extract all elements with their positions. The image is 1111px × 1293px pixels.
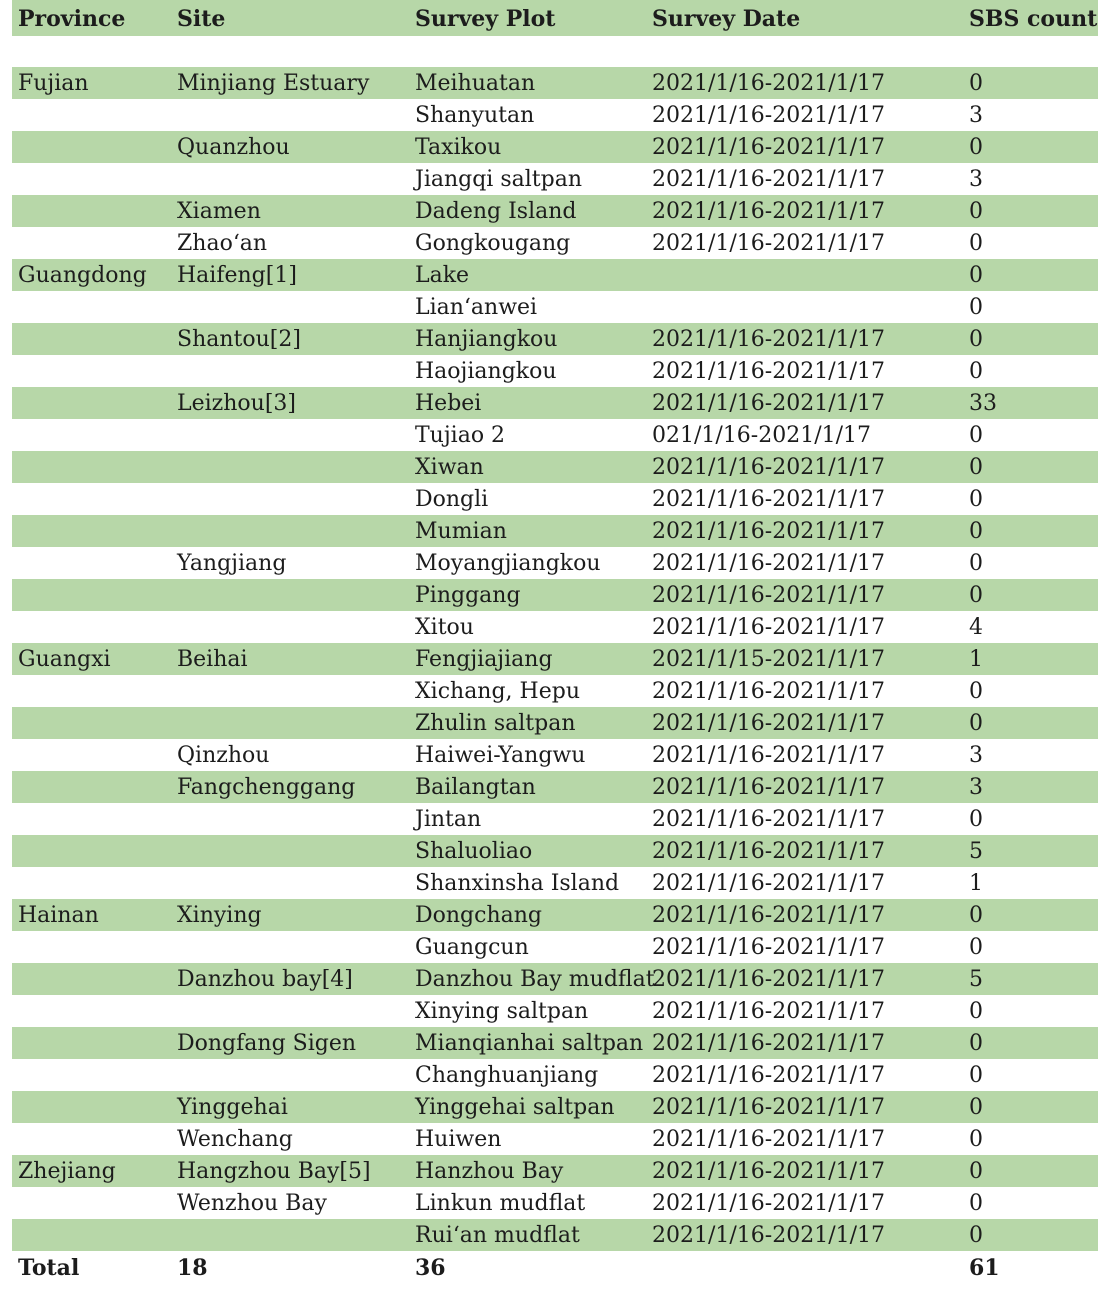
survey-plot-cell: Xichang, Hepu (415, 679, 580, 704)
table-row (12, 963, 1098, 995)
survey-plot-cell: Haojiangkou (415, 359, 557, 384)
survey-date-cell: 2021/1/16-2021/1/17 (652, 487, 886, 512)
survey-date-cell: 2021/1/16-2021/1/17 (652, 1159, 886, 1184)
sbs-count-cell: 4 (969, 615, 983, 640)
survey-date-cell: 2021/1/16-2021/1/17 (652, 1191, 886, 1216)
site-cell: Yangjiang (177, 551, 287, 576)
survey-plot-cell: Moyangjiangkou (415, 551, 601, 576)
sbs-count-cell: 3 (969, 167, 983, 192)
survey-plot-cell: Rui‘an mudflat (415, 1223, 580, 1248)
survey-plot-cell: Zhulin saltpan (415, 711, 576, 736)
table-row (12, 1027, 1098, 1059)
sbs-count-cell: 0 (969, 999, 983, 1024)
total-row (12, 1251, 1098, 1283)
survey-date-cell: 2021/1/16-2021/1/17 (652, 327, 886, 352)
sbs-count-cell: 0 (969, 199, 983, 224)
total-label: Total (18, 1255, 80, 1281)
sbs-count-cell: 0 (969, 1159, 983, 1184)
table-row (12, 675, 1098, 707)
survey-plot-cell: Hanjiangkou (415, 327, 558, 352)
site-cell: Fangchenggang (177, 775, 356, 800)
table-row (12, 451, 1098, 483)
sbs-count-cell: 5 (969, 839, 983, 864)
table-row (12, 515, 1098, 547)
total-plots: 36 (415, 1255, 446, 1281)
survey-date-cell: 2021/1/16-2021/1/17 (652, 1127, 886, 1152)
survey-date-cell: 2021/1/16-2021/1/17 (652, 967, 886, 992)
survey-plot-cell: Guangcun (415, 935, 529, 960)
sbs-count-cell: 0 (969, 1031, 983, 1056)
sbs-count-cell: 3 (969, 743, 983, 768)
sbs-count-cell: 0 (969, 807, 983, 832)
survey-plot-cell: Fengjiajiang (415, 647, 553, 672)
site-cell: Quanzhou (177, 135, 290, 160)
header-survey-date: Survey Date (652, 6, 801, 32)
site-cell: Dongfang Sigen (177, 1031, 357, 1056)
site-cell: Xiamen (177, 199, 261, 224)
survey-plot-cell: Shaluoliao (415, 839, 533, 864)
sbs-count-cell: 0 (969, 1223, 983, 1248)
survey-plot-cell: Yinggehai saltpan (415, 1095, 615, 1120)
survey-plot-cell: Dongchang (415, 903, 542, 928)
sbs-count-cell: 0 (969, 583, 983, 608)
sbs-count-cell: 0 (969, 135, 983, 160)
survey-date-cell: 2021/1/15-2021/1/17 (652, 647, 886, 672)
table-row (12, 131, 1098, 163)
table-row (12, 1155, 1098, 1187)
sbs-count-cell: 0 (969, 679, 983, 704)
survey-date-cell: 2021/1/16-2021/1/17 (652, 1223, 886, 1248)
survey-plot-cell: Lake (415, 263, 470, 288)
survey-date-cell: 2021/1/16-2021/1/17 (652, 1095, 886, 1120)
survey-date-cell: 2021/1/16-2021/1/17 (652, 455, 886, 480)
site-cell: Wenchang (177, 1127, 293, 1152)
table-row (12, 995, 1098, 1027)
site-cell: Beihai (177, 647, 248, 672)
survey-plot-cell: Mumian (415, 519, 507, 544)
survey-date-cell: 2021/1/16-2021/1/17 (652, 615, 886, 640)
sbs-count-cell: 0 (969, 231, 983, 256)
province-cell: Zhejiang (18, 1159, 116, 1184)
survey-plot-cell: Danzhou Bay mudflat (415, 967, 655, 992)
table-row (12, 259, 1098, 291)
survey-plot-cell: Xiwan (415, 455, 484, 480)
survey-plot-cell: Mianqianhai saltpan (415, 1031, 644, 1056)
sbs-count-cell: 0 (969, 327, 983, 352)
sbs-count-cell: 3 (969, 103, 983, 128)
survey-date-cell: 2021/1/16-2021/1/17 (652, 167, 886, 192)
survey-date-cell: 021/1/16-2021/1/17 (652, 423, 872, 448)
site-cell: Hangzhou Bay[5] (177, 1159, 371, 1184)
table-row (12, 643, 1098, 675)
table-row (12, 835, 1098, 867)
survey-plot-cell: Gongkougang (415, 231, 571, 256)
table-row (12, 1187, 1098, 1219)
sbs-count-cell: 1 (969, 647, 983, 672)
table-row (12, 323, 1098, 355)
survey-plot-cell: Tujiao 2 (415, 423, 506, 448)
table-row (12, 867, 1098, 899)
site-cell: Danzhou bay[4] (177, 967, 353, 992)
site-cell: Zhao‘an (177, 231, 268, 256)
sbs-count-cell: 0 (969, 71, 983, 96)
survey-plot-cell: Hanzhou Bay (415, 1159, 564, 1184)
table-row (12, 931, 1098, 963)
table-row (12, 419, 1098, 451)
table-row (12, 1059, 1098, 1091)
survey-date-cell: 2021/1/16-2021/1/17 (652, 935, 886, 960)
table-row (12, 163, 1098, 195)
survey-plot-cell: Taxikou (415, 135, 502, 160)
table-row (12, 227, 1098, 259)
survey-date-cell: 2021/1/16-2021/1/17 (652, 1031, 886, 1056)
table-row (12, 291, 1098, 323)
sbs-count-cell: 0 (969, 295, 983, 320)
survey-date-cell: 2021/1/16-2021/1/17 (652, 231, 886, 256)
table-row (12, 803, 1098, 835)
site-cell: Xinying (177, 903, 262, 928)
survey-date-cell: 2021/1/16-2021/1/17 (652, 359, 886, 384)
header-site: Site (177, 6, 226, 32)
table-row (12, 899, 1098, 931)
survey-plot-cell: Lian‘anwei (415, 295, 538, 320)
survey-date-cell: 2021/1/16-2021/1/17 (652, 199, 886, 224)
header-province: Province (18, 6, 126, 32)
survey-plot-cell: Jintan (415, 807, 482, 832)
site-cell: Qinzhou (177, 743, 270, 768)
sbs-count-cell: 0 (969, 359, 983, 384)
table-row (12, 611, 1098, 643)
survey-date-cell: 2021/1/16-2021/1/17 (652, 583, 886, 608)
survey-plot-cell: Xinying saltpan (415, 999, 589, 1024)
survey-plot-cell: Huiwen (415, 1127, 502, 1152)
sbs-count-cell: 0 (969, 519, 983, 544)
survey-date-cell: 2021/1/16-2021/1/17 (652, 839, 886, 864)
survey-date-cell: 2021/1/16-2021/1/17 (652, 871, 886, 896)
survey-date-cell: 2021/1/16-2021/1/17 (652, 103, 886, 128)
total-count: 61 (969, 1255, 1000, 1281)
site-cell: Haifeng[1] (177, 263, 297, 288)
survey-plot-cell: Xitou (415, 615, 474, 640)
table-row (12, 1219, 1098, 1251)
survey-plot-cell: Changhuanjiang (415, 1063, 599, 1088)
table-body (12, 67, 1098, 1251)
site-cell: Yinggehai (177, 1095, 288, 1120)
province-cell: Hainan (18, 903, 99, 928)
survey-date-cell: 2021/1/16-2021/1/17 (652, 711, 886, 736)
sbs-count-cell: 0 (969, 1191, 983, 1216)
header-spacer (12, 36, 1098, 67)
header-sbs-count: SBS count (969, 6, 1098, 32)
survey-date-cell: 2021/1/16-2021/1/17 (652, 807, 886, 832)
survey-plot-cell: Hebei (415, 391, 482, 416)
survey-plot-cell: Dadeng Island (415, 199, 577, 224)
survey-date-cell: 2021/1/16-2021/1/17 (652, 551, 886, 576)
table-row (12, 99, 1098, 131)
survey-date-cell: 2021/1/16-2021/1/17 (652, 743, 886, 768)
total-sites: 18 (177, 1255, 208, 1281)
sbs-count-cell: 0 (969, 423, 983, 448)
survey-date-cell: 2021/1/16-2021/1/17 (652, 1063, 886, 1088)
site-cell: Leizhou[3] (177, 391, 297, 416)
sbs-count-cell: 0 (969, 551, 983, 576)
survey-plot-cell: Pinggang (415, 583, 521, 608)
sbs-count-cell: 0 (969, 711, 983, 736)
sbs-count-cell: 0 (969, 935, 983, 960)
site-cell: Shantou[2] (177, 327, 301, 352)
table-row (12, 195, 1098, 227)
sbs-count-cell: 0 (969, 903, 983, 928)
survey-date-cell: 2021/1/16-2021/1/17 (652, 679, 886, 704)
province-cell: Guangxi (18, 647, 111, 672)
table-row (12, 739, 1098, 771)
table-row (12, 547, 1098, 579)
survey-date-cell: 2021/1/16-2021/1/17 (652, 391, 886, 416)
table-row (12, 387, 1098, 419)
table-row (12, 67, 1098, 99)
table-row (12, 1091, 1098, 1123)
survey-plot-cell: Dongli (415, 487, 489, 512)
table-row (12, 579, 1098, 611)
survey-plot-cell: Shanyutan (415, 103, 535, 128)
survey-table (12, 0, 1098, 1283)
province-cell: Fujian (18, 71, 89, 96)
sbs-count-cell: 0 (969, 1063, 983, 1088)
survey-date-cell: 2021/1/16-2021/1/17 (652, 71, 886, 96)
survey-plot-cell: Shanxinsha Island (415, 871, 620, 896)
sbs-count-cell: 33 (969, 391, 997, 416)
sbs-count-cell: 0 (969, 1095, 983, 1120)
sbs-count-cell: 5 (969, 967, 983, 992)
sbs-count-cell: 3 (969, 775, 983, 800)
table-row (12, 1123, 1098, 1155)
table-row (12, 355, 1098, 387)
sbs-count-cell: 0 (969, 487, 983, 512)
survey-plot-cell: Haiwei-Yangwu (415, 743, 586, 768)
province-cell: Guangdong (18, 263, 147, 288)
sbs-count-cell: 0 (969, 1127, 983, 1152)
sbs-count-cell: 1 (969, 871, 983, 896)
survey-date-cell: 2021/1/16-2021/1/17 (652, 519, 886, 544)
survey-plot-cell: Linkun mudflat (415, 1191, 586, 1216)
table-header-row (12, 0, 1098, 36)
survey-date-cell: 2021/1/16-2021/1/17 (652, 135, 886, 160)
sbs-count-cell: 0 (969, 263, 983, 288)
survey-date-cell: 2021/1/16-2021/1/17 (652, 775, 886, 800)
survey-plot-cell: Meihuatan (415, 71, 536, 96)
site-cell: Wenzhou Bay (177, 1191, 327, 1216)
site-cell: Minjiang Estuary (177, 71, 370, 96)
table-row (12, 771, 1098, 803)
survey-date-cell: 2021/1/16-2021/1/17 (652, 999, 886, 1024)
sbs-count-cell: 0 (969, 455, 983, 480)
table-row (12, 483, 1098, 515)
survey-date-cell: 2021/1/16-2021/1/17 (652, 903, 886, 928)
survey-plot-cell: Jiangqi saltpan (415, 167, 582, 192)
header-survey-plot: Survey Plot (415, 6, 556, 32)
survey-plot-cell: Bailangtan (415, 775, 536, 800)
table-row (12, 707, 1098, 739)
